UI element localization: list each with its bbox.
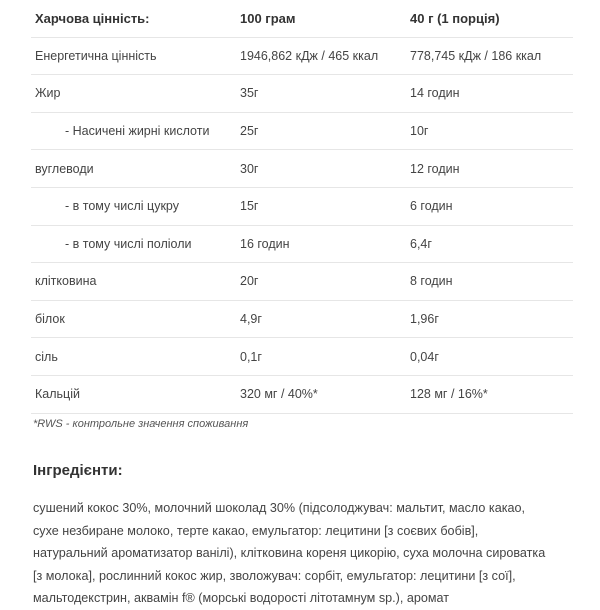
value-per-serving: 14 годин (410, 86, 460, 101)
ingredients-text (33, 497, 578, 610)
nutrient-name: клітковина (35, 274, 97, 289)
value-per-100g: 30г (240, 161, 259, 176)
table-row (31, 38, 573, 76)
nutrient-name: - в тому числі поліоли (65, 236, 192, 251)
nutrient-name: білок (35, 312, 65, 327)
value-per-serving: 12 годин (410, 161, 460, 176)
table-row (31, 226, 573, 264)
value-per-100g: 25г (240, 124, 259, 139)
nutrient-name: - в тому числі цукру (65, 199, 179, 214)
header-per-100g: 100 грам (240, 10, 296, 26)
value-per-serving: 6,4г (410, 236, 432, 251)
table-row (31, 263, 573, 301)
value-per-100g: 15г (240, 199, 259, 214)
ingredients-line: мальтодекстрин, аквамін f® (морські водорості літотамнум sp.), аромат (33, 591, 449, 605)
value-per-100g: 320 мг / 40%* (240, 387, 318, 402)
header-nutrition-value: Харчова цінність: (35, 10, 150, 26)
value-per-100g: 0,1г (240, 349, 262, 364)
value-per-100g: 35г (240, 86, 259, 101)
table-row (31, 113, 573, 151)
table-row (31, 75, 573, 113)
nutrient-name: сіль (35, 349, 58, 364)
table-row (31, 376, 573, 414)
ingredients-line: натуральний ароматизатор ванілі), клітковина кореня цикорію, суха молочна сироватка (33, 546, 546, 560)
value-per-serving: 778,745 кДж / 186 ккал (410, 48, 542, 63)
nutrient-name: Кальцій (35, 387, 80, 402)
value-per-100g: 4,9г (240, 312, 262, 327)
value-per-serving: 10г (410, 124, 429, 139)
ingredients-heading: Інгредієнти: (33, 462, 123, 479)
table-row (31, 150, 573, 188)
value-per-serving: 8 годин (410, 274, 453, 289)
nutrition-table (31, 0, 573, 414)
rws-footnote: *RWS - контрольне значення споживання (33, 418, 249, 430)
ingredients-line: сухе незбиране молоко, терте какао, емульгатор: лецитини [з соєвих бобів], (33, 523, 479, 538)
table-row (31, 188, 573, 226)
table-header-row (31, 0, 573, 38)
value-per-100g: 1946,862 кДж / 465 ккал (240, 48, 379, 63)
nutrient-name: Жир (35, 86, 61, 101)
value-per-serving: 128 мг / 16%* (410, 387, 488, 402)
ingredients-line: сушений кокос 30%, молочний шоколад 30% (підсолоджувач: мальтит, масло какао, (33, 501, 525, 515)
ingredients-line: [з молока], рослинний кокос жир, зволожувач: сорбіт, емульгатор: лецитини [з сої], (33, 568, 516, 583)
nutrient-name: Енергетична цінність (35, 48, 157, 63)
value-per-100g: 20г (240, 274, 259, 289)
value-per-100g: 16 годин (240, 236, 290, 251)
value-per-serving: 1,96г (410, 312, 439, 327)
table-row (31, 301, 573, 339)
nutrient-name: - Насичені жирні кислоти (65, 124, 210, 139)
table-row (31, 338, 573, 376)
value-per-serving: 6 годин (410, 199, 453, 214)
nutrient-name: вуглеводи (35, 161, 94, 176)
header-per-serving: 40 г (1 порція) (410, 10, 500, 26)
value-per-serving: 0,04г (410, 349, 439, 364)
